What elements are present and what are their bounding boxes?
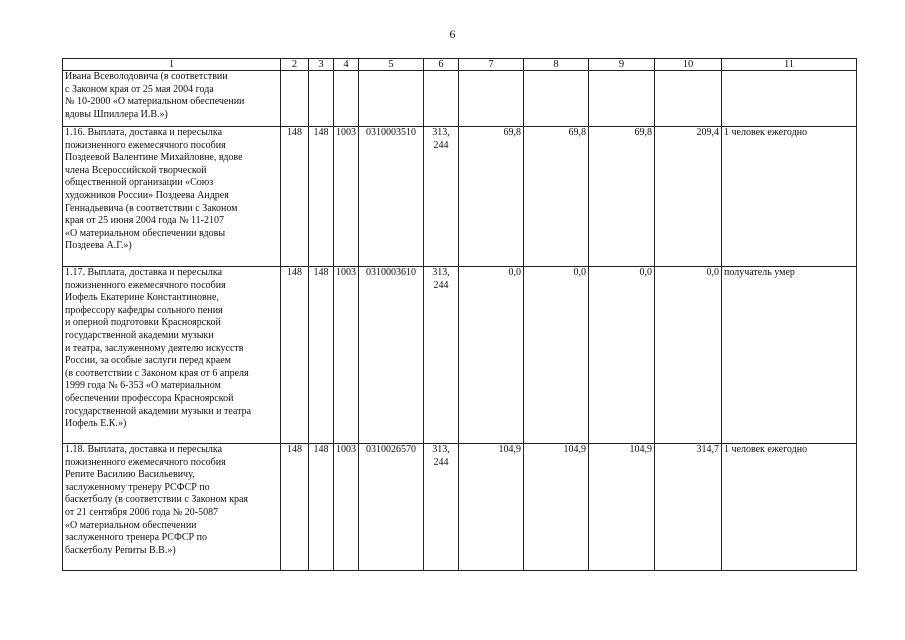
cell-col2: 148 xyxy=(281,127,309,267)
column-header: 3 xyxy=(309,59,334,71)
budget-table xyxy=(62,58,857,571)
row-description: Ивана Всеволодовича (в соответствии с Законом края от 25 мая 2004 года № 10-2000 «О материальном обеспечении вдовы Шпиллера И.В.») xyxy=(63,71,281,127)
cell-col10 xyxy=(655,71,722,127)
cell-col8 xyxy=(524,71,589,127)
cell-col4: 1003 xyxy=(334,267,359,444)
cell-col3: 148 xyxy=(309,444,334,571)
cell-col6: 313, 244 xyxy=(424,127,459,267)
table-row xyxy=(63,267,857,444)
cell-col8: 104,9 xyxy=(524,444,589,571)
cell-col9 xyxy=(589,71,655,127)
cell-col4 xyxy=(334,71,359,127)
column-header: 1 xyxy=(63,59,281,71)
cell-col9: 0,0 xyxy=(589,267,655,444)
cell-col10: 209,4 xyxy=(655,127,722,267)
cell-col5 xyxy=(359,71,424,127)
cell-col5: 0310003510 xyxy=(359,127,424,267)
cell-col7: 69,8 xyxy=(459,127,524,267)
cell-col10: 0,0 xyxy=(655,267,722,444)
cell-col6: 313, 244 xyxy=(424,444,459,571)
row-description: 1.18. Выплата, доставка и пересылка пожизненного ежемесячного пособия Репите Василию Васильевичу, заслуженному тренеру РСФСР по баскетболу (в соответствии с Законом края от 21 сентября 2006 года № 20-5087 «О материальном обеспечении заслуженного тренера РСФСР по баскетболу Репиты В.В.») xyxy=(63,444,281,571)
row-description: 1.16. Выплата, доставка и пересылка пожизненного ежемесячного пособия Поздеевой Валентине Михайловне, вдове члена Всероссийской творческой общественной организации «Союз художников России» Поздеева Андрея Геннадьевича (в соответствии с Законом края от 25 июня 2004 года № 11-2107 «О материальном обеспечении вдовы Поздеева А.Г.») xyxy=(63,127,281,267)
column-header: 2 xyxy=(281,59,309,71)
cell-col11 xyxy=(722,71,857,127)
cell-col11: 1 человек ежегодно xyxy=(722,127,857,267)
cell-col8: 0,0 xyxy=(524,267,589,444)
cell-col11: 1 человек ежегодно xyxy=(722,444,857,571)
table-row xyxy=(63,71,857,127)
table-header-row xyxy=(63,59,857,71)
column-header: 5 xyxy=(359,59,424,71)
cell-col10: 314,7 xyxy=(655,444,722,571)
cell-col2: 148 xyxy=(281,267,309,444)
cell-col4: 1003 xyxy=(334,444,359,571)
table-row xyxy=(63,127,857,267)
row-description: 1.17. Выплата, доставка и пересылка пожизненного ежемесячного пособия Иофель Екатерине Константиновне, профессору кафедры сольного пения и оперной подготовки Красноярской государственной академии музыки и театра, заслуженному деятелю искусств России, за особые заслуги перед краем (в соответствии с Законом края от 6 апреля 1999 года № 6-353 «О материальном обеспечении профессора Красноярской государственной академии музыки и театра Иофель Е.К.») xyxy=(63,267,281,444)
cell-col6: 313, 244 xyxy=(424,267,459,444)
cell-col7: 0,0 xyxy=(459,267,524,444)
cell-col9: 69,8 xyxy=(589,127,655,267)
cell-col7 xyxy=(459,71,524,127)
column-header: 7 xyxy=(459,59,524,71)
cell-col9: 104,9 xyxy=(589,444,655,571)
column-header: 6 xyxy=(424,59,459,71)
cell-col5: 0310026570 xyxy=(359,444,424,571)
cell-col3 xyxy=(309,71,334,127)
cell-col3: 148 xyxy=(309,127,334,267)
column-header: 11 xyxy=(722,59,857,71)
table-row xyxy=(63,444,857,571)
cell-col7: 104,9 xyxy=(459,444,524,571)
cell-col2 xyxy=(281,71,309,127)
column-header: 9 xyxy=(589,59,655,71)
cell-col11: получатель умер xyxy=(722,267,857,444)
column-header: 10 xyxy=(655,59,722,71)
cell-col2: 148 xyxy=(281,444,309,571)
cell-col6 xyxy=(424,71,459,127)
cell-col5: 0310003610 xyxy=(359,267,424,444)
column-header: 8 xyxy=(524,59,589,71)
column-header: 4 xyxy=(334,59,359,71)
cell-col3: 148 xyxy=(309,267,334,444)
cell-col8: 69,8 xyxy=(524,127,589,267)
cell-col4: 1003 xyxy=(334,127,359,267)
page-number: 6 xyxy=(449,27,456,41)
